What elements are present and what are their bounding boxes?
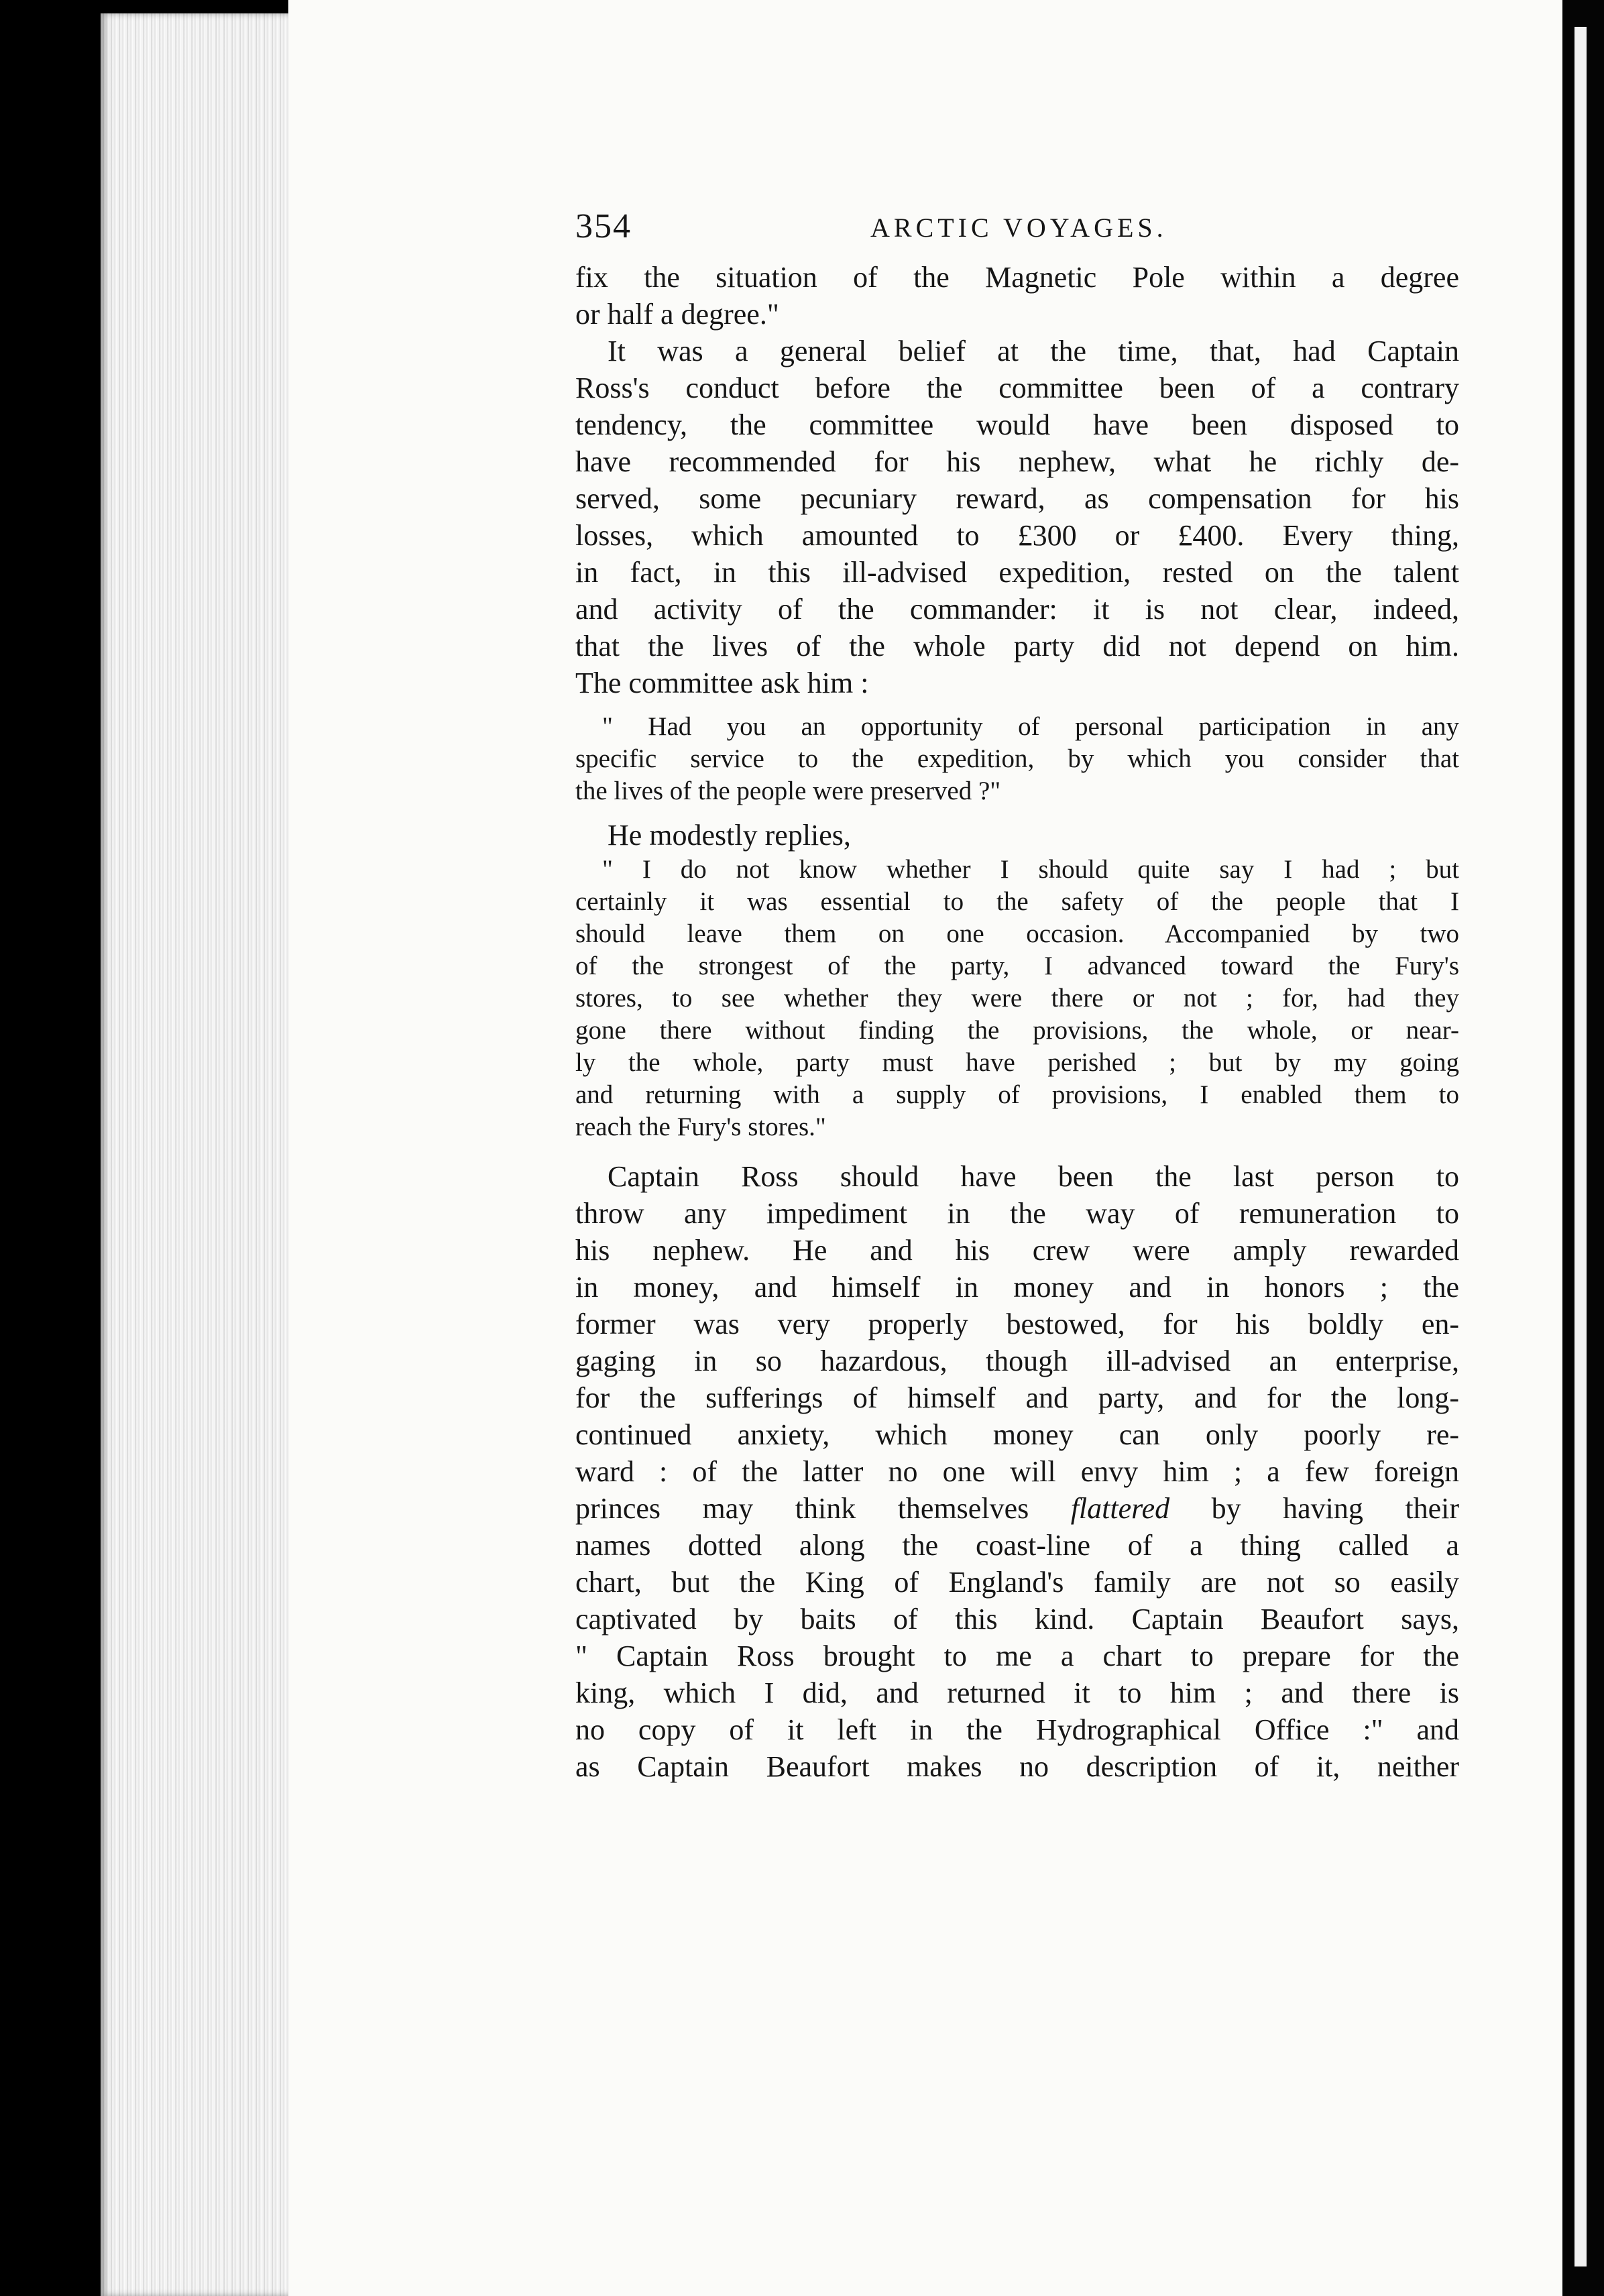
quote-line: reach the Fury's stores." xyxy=(575,1112,826,1141)
text-line: that the lives of the whole party did not depend on him. xyxy=(575,630,1459,663)
text-line: The committee ask him : xyxy=(575,667,869,699)
text-line-with-italic xyxy=(575,1490,1459,1527)
text-line: losses, which amounted to £300 or £400. Every thing, xyxy=(575,519,1459,552)
text-line: his nephew. He and his crew were amply rewarded xyxy=(575,1234,1459,1267)
running-title: ARCTIC VOYAGES. xyxy=(870,213,1167,243)
text-line: It was a general belief at the time, that, had Captain xyxy=(608,335,1459,367)
text-run: by having their xyxy=(1169,1492,1459,1525)
quote-line: should leave them on one occasion. Accompanied by two xyxy=(575,919,1459,948)
text-line: fix the situation of the Magnetic Pole within a degree xyxy=(575,261,1459,294)
quotation-2 xyxy=(575,854,1459,1143)
page-number: 354 xyxy=(575,207,632,245)
text-line: names dotted along the coast-line of a thing called a xyxy=(575,1529,1459,1562)
paragraph-4 xyxy=(575,1158,1459,1785)
text-line: chart, but the King of England's family are not so easily xyxy=(575,1566,1459,1599)
quote-line: " Had you an opportunity of personal participation in any xyxy=(602,712,1459,741)
book-fore-edge xyxy=(101,13,288,2296)
text-line: ward : of the latter no one will envy him ; a few foreign xyxy=(575,1455,1459,1488)
text-line: as Captain Beaufort makes no description of it, neither xyxy=(575,1750,1459,1783)
text-line: continued anxiety, which money can only poorly re- xyxy=(575,1418,1459,1451)
italic-word: flattered xyxy=(1070,1492,1170,1525)
text-line: in money, and himself in money and in honors ; the xyxy=(575,1271,1459,1304)
text-line: in fact, in this ill-advised expedition, rested on the talent xyxy=(575,556,1459,589)
text-line: no copy of it left in the Hydrographical Office :" and xyxy=(575,1713,1459,1746)
text-line: served, some pecuniary reward, as compensation for his xyxy=(575,482,1459,515)
quote-line: of the strongest of the party, I advanced toward the Fury's xyxy=(575,952,1459,980)
quotation-1 xyxy=(575,711,1459,807)
text-line: former was very properly bestowed, for his boldly en- xyxy=(575,1308,1459,1340)
paragraph-3 xyxy=(575,817,1459,854)
paragraph-2 xyxy=(575,333,1459,701)
text-line: have recommended for his nephew, what he richly de- xyxy=(575,445,1459,478)
quote-line: and returning with a supply of provisions, I enabled them to xyxy=(575,1080,1459,1109)
text-block xyxy=(575,207,1459,1785)
running-head xyxy=(575,207,1459,253)
text-line: for the sufferings of himself and party, and for the long- xyxy=(575,1381,1459,1414)
text-line: Ross's conduct before the committee been of a contrary xyxy=(575,371,1459,404)
text-line: He modestly replies, xyxy=(608,819,851,852)
text-line: king, which I did, and returned it to him ; and there is xyxy=(575,1676,1459,1709)
text-line: or half a degree." xyxy=(575,298,779,331)
scan-background xyxy=(0,0,101,2296)
text-line: and activity of the commander: it is not clear, indeed, xyxy=(575,593,1459,626)
quote-line: specific service to the expedition, by which you consider that xyxy=(575,744,1459,773)
quote-line: the lives of the people were preserved ?" xyxy=(575,777,1001,805)
quote-line: ly the whole, party must have perished ; but by my going xyxy=(575,1048,1459,1077)
text-line: " Captain Ross brought to me a chart to prepare for the xyxy=(575,1640,1459,1672)
text-line: captivated by baits of this kind. Captain Beaufort says, xyxy=(575,1603,1459,1635)
paragraph-1 xyxy=(575,259,1459,333)
quote-line: stores, to see whether they were there or not ; for, had they xyxy=(575,984,1459,1013)
text-line: Captain Ross should have been the last person to xyxy=(608,1160,1459,1193)
text-line: throw any impediment in the way of remuneration to xyxy=(575,1197,1459,1230)
text-line: gaging in so hazardous, though ill-advised an enterprise, xyxy=(575,1344,1459,1377)
quote-line: " I do not know whether I should quite say I had ; but xyxy=(602,855,1459,884)
text-run: princes may think themselves xyxy=(575,1492,1071,1525)
quote-line: certainly it was essential to the safety of the people that I xyxy=(575,887,1459,916)
text-line: tendency, the committee would have been disposed to xyxy=(575,408,1459,441)
quote-line: gone there without finding the provisions, the whole, or near- xyxy=(575,1016,1459,1045)
adjacent-page-edge xyxy=(1574,27,1587,2266)
